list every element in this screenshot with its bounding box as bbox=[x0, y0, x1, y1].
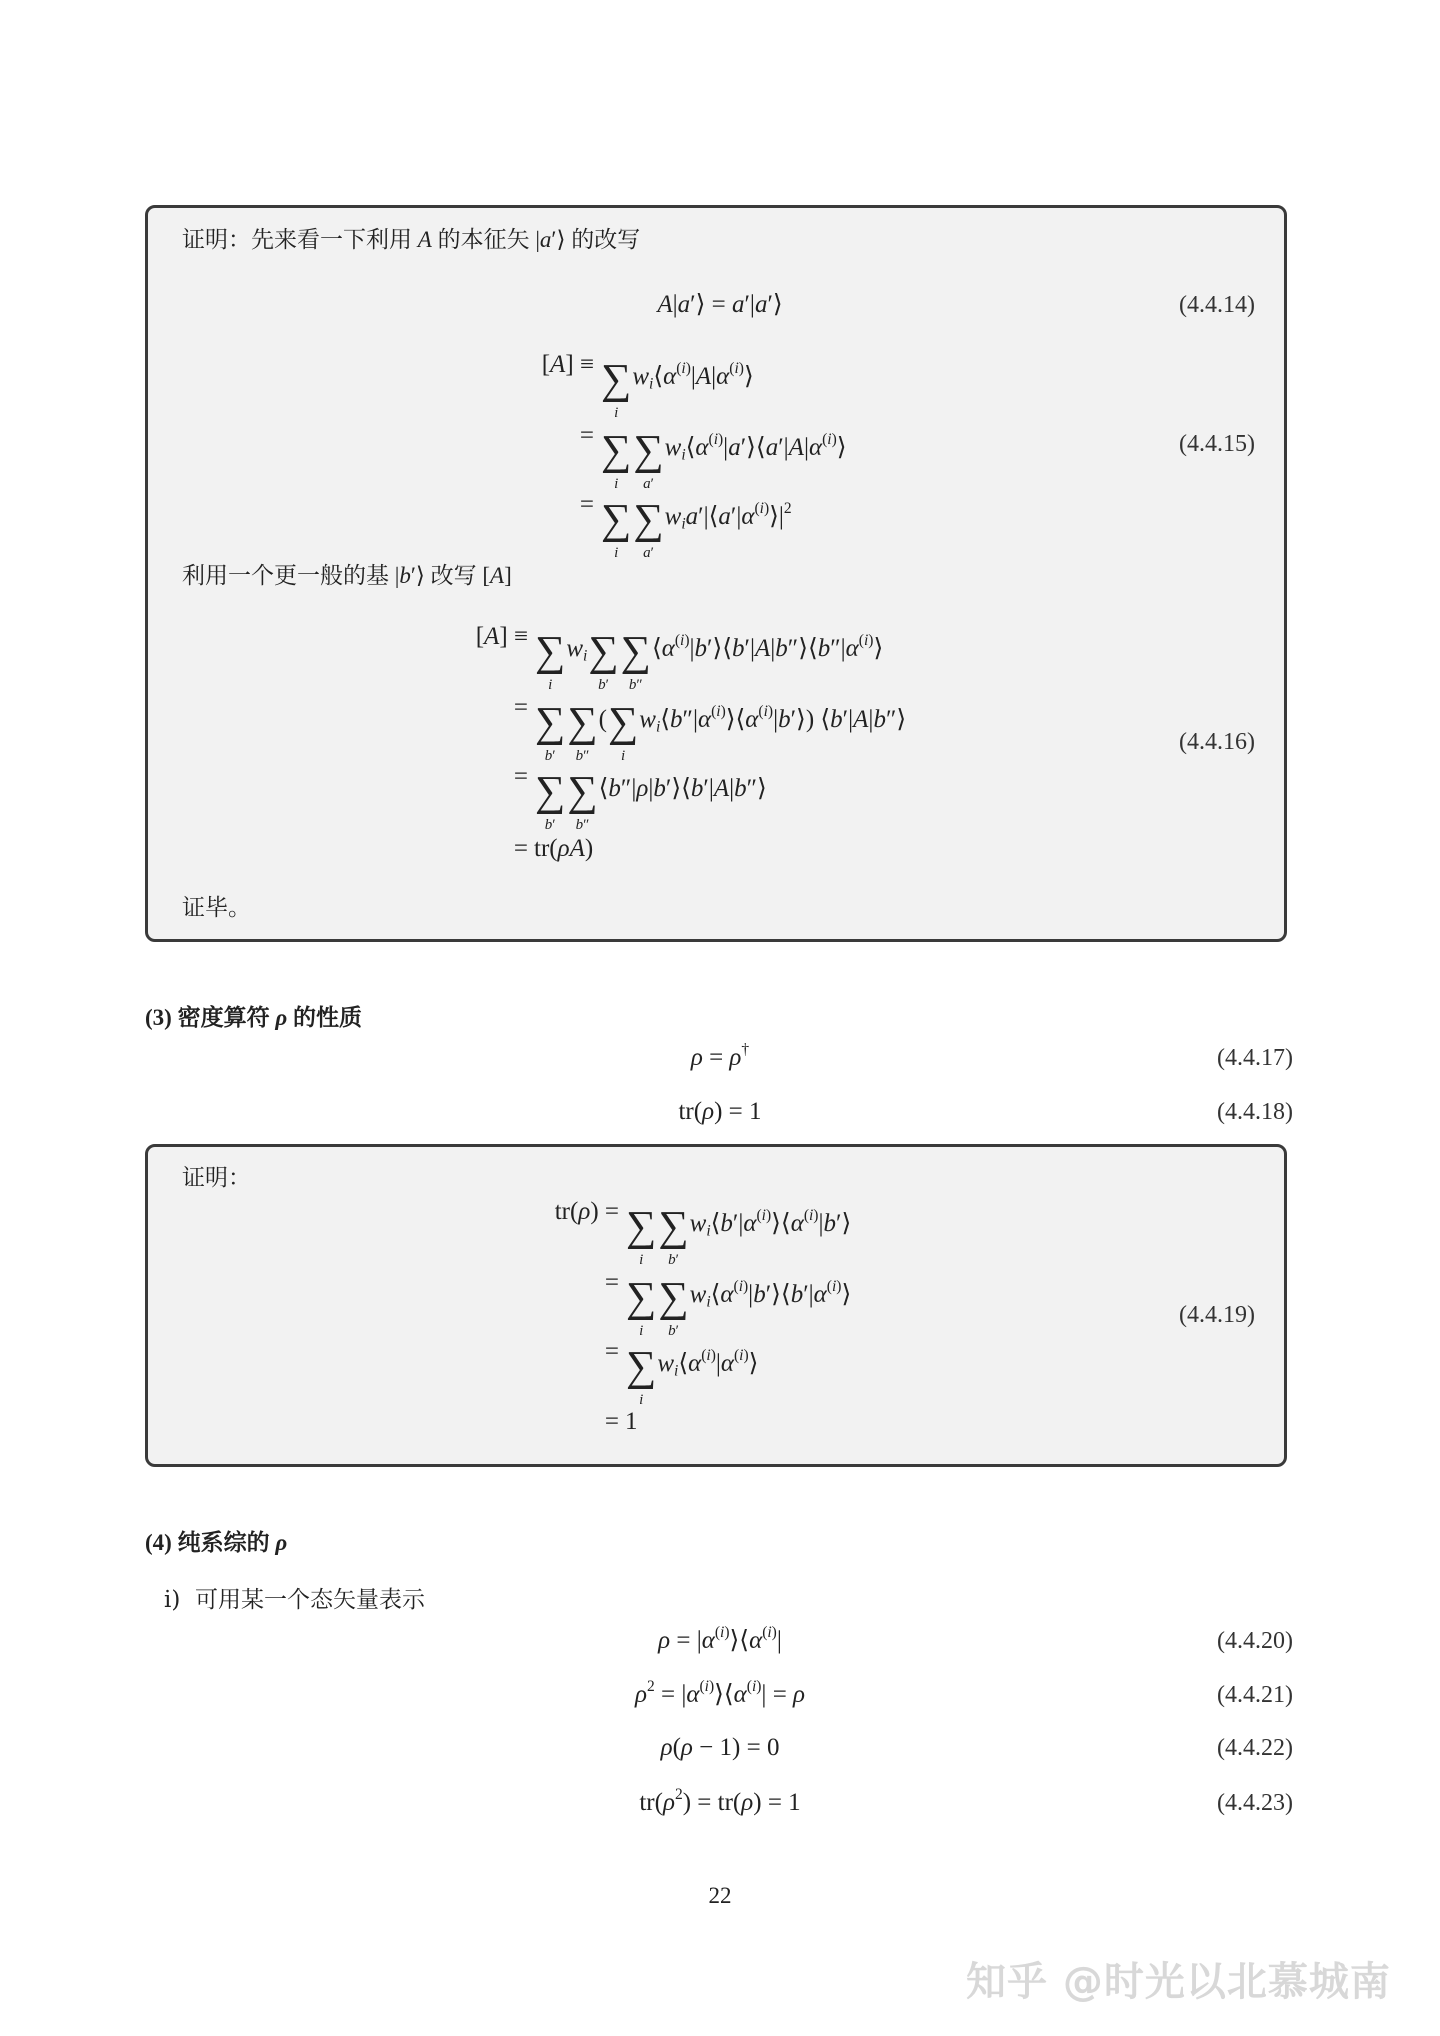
eq16-rhs: ∑ i $w_i$ ∑ b′ ∑ b″ $⟨\alpha^{(i)}|b'⟩⟨b'|A|b''⟩⟨b''|\alpha^{(i)}⟩$ bbox=[534, 622, 883, 693]
summation-symbol: ∑ b″ bbox=[567, 699, 598, 765]
equation-number: (4.4.15) bbox=[1179, 431, 1255, 457]
equation-4-4-22: ρ(ρ − 1) = 0 bbox=[660, 1734, 780, 1761]
summation-symbol: ∑ i bbox=[626, 1343, 657, 1409]
summation-symbol: ∑ a′ bbox=[633, 427, 664, 493]
eq19-lhs: tr(ρ) = bbox=[554, 1198, 619, 1225]
section-3-heading: (3) 密度算符 ρ 的性质 bbox=[145, 1005, 362, 1030]
equation-4-4-18: tr(ρ) = 1 bbox=[678, 1098, 762, 1125]
equation-number: (4.4.21) bbox=[1217, 1682, 1293, 1708]
eq19-lhs: = bbox=[604, 1269, 619, 1296]
eq15-lhs: [A] ≡ bbox=[541, 351, 594, 378]
eq19-lhs: = bbox=[604, 1338, 619, 1365]
summation-symbol: ∑ b″ bbox=[567, 768, 598, 834]
eq19-rhs: ∑ i $w_i⟨\alpha^{(i)}|\alpha^{(i)}⟩$ bbox=[625, 1337, 758, 1408]
eq16-lhs: = bbox=[513, 763, 528, 790]
eq15-lhs: = bbox=[579, 491, 594, 518]
eq19-rhs: ∑ i ∑ b′ $w_i⟨\alpha^{(i)}|b'⟩⟨b'|\alpha^{(i)}⟩$ bbox=[625, 1268, 851, 1339]
summation-symbol: ∑ b′ bbox=[658, 1203, 689, 1269]
equation-number: (4.4.17) bbox=[1217, 1045, 1293, 1071]
summation-symbol: ∑ i bbox=[535, 628, 566, 694]
eq19-rhs: ∑ i ∑ b′ $w_i⟨b'|\alpha^{(i)}⟩⟨\alpha^{(i)}|b'⟩$ bbox=[625, 1197, 851, 1268]
section-4-heading: (4) 纯系综的 ρ bbox=[145, 1530, 288, 1555]
eq19-rhs: 1 bbox=[625, 1408, 638, 1435]
proof-intro: 证明： bbox=[182, 1165, 251, 1191]
eq16-rhs: ∑ b′ ∑ b″ ⟨b″|ρ|b′⟩⟨b′|A|b″⟩ bbox=[534, 762, 767, 833]
page-number: 22 bbox=[708, 1883, 732, 1908]
equation-4-4-23: $tr(\rho^2) = tr(\rho) = 1$ bbox=[639, 1786, 801, 1816]
eq16-rhs: tr(ρA) bbox=[534, 835, 594, 862]
summation-symbol: ∑ b′ bbox=[535, 768, 566, 834]
equation-number: (4.4.22) bbox=[1217, 1735, 1293, 1761]
proof-end: 证毕。 bbox=[182, 895, 251, 921]
summation-symbol: ∑ i bbox=[626, 1274, 657, 1340]
summation-symbol: ∑ b″ bbox=[620, 628, 651, 694]
summation-symbol: ∑ b′ bbox=[588, 628, 619, 694]
proof-intro: 证明：先来看一下利用 A 的本征矢 |a′⟩ 的改写 bbox=[182, 227, 641, 252]
eq19-lhs: = bbox=[604, 1408, 619, 1435]
summation-symbol: ∑ i bbox=[607, 699, 639, 765]
eq15-rhs: ∑ i ∑ a′ $w_i⟨\alpha^{(i)}|a'⟩⟨a'|A|\alpha^{(i)}⟩$ bbox=[600, 421, 847, 492]
proof-middle-text: 利用一个更一般的基 |b′⟩ 改写 [A] bbox=[182, 563, 512, 588]
summation-symbol: ∑ i bbox=[601, 496, 632, 562]
summation-symbol: ∑ i bbox=[601, 427, 632, 493]
eq15-rhs: ∑ i $w_i⟨\alpha^{(i)}|A|\alpha^{(i)}⟩$ bbox=[600, 350, 754, 421]
zhihu-watermark: 知乎 @时光以北慕城南 bbox=[966, 1959, 1391, 2005]
eq16-lhs: [A] ≡ bbox=[475, 623, 528, 650]
summation-symbol: ∑ i bbox=[626, 1203, 657, 1269]
equation-number: (4.4.18) bbox=[1217, 1099, 1293, 1125]
equation-number: (4.4.23) bbox=[1217, 1790, 1293, 1816]
eq16-lhs: = bbox=[513, 694, 528, 721]
equation-number: (4.4.19) bbox=[1179, 1302, 1255, 1328]
equation-4-4-20: $\rho = |\alpha^{(i)}⟩⟨\alpha^{(i)}|$ bbox=[658, 1624, 782, 1654]
equation-number: (4.4.14) bbox=[1179, 292, 1255, 318]
equation-4-4-17: ρ = ρ† bbox=[690, 1041, 750, 1071]
eq15-rhs: ∑ i ∑ a′ $w_ia'|⟨a'|\alpha^{(i)}⟩|^2$ bbox=[600, 490, 792, 561]
summation-symbol: ∑ b′ bbox=[535, 699, 566, 765]
equation-4-4-21: $\rho^2$ = $|\alpha^{(i)}⟩⟨\alpha^{(i)}| = \rho$ bbox=[634, 1678, 806, 1708]
equation-number: (4.4.16) bbox=[1179, 729, 1255, 755]
equation-4-4-14: A|a′⟩ = a′|a′⟩ bbox=[657, 291, 783, 318]
equation-number: (4.4.20) bbox=[1217, 1628, 1293, 1654]
summation-symbol: ∑ b′ bbox=[658, 1274, 689, 1340]
eq16-rhs: ∑ b′ ∑ b″ ( ∑ i $w_i⟨b''|\alpha^{(i)}⟩⟨\alpha^{(i)}|b'⟩$) ⟨b′|A|b″⟩ bbox=[534, 693, 906, 764]
summation-symbol: ∑ i bbox=[601, 356, 632, 422]
eq15-lhs: = bbox=[579, 422, 594, 449]
list-item-i: i) 可用某一个态矢量表示 bbox=[164, 1587, 425, 1613]
eq16-lhs: = bbox=[513, 835, 528, 862]
summation-symbol: ∑ a′ bbox=[633, 496, 664, 562]
